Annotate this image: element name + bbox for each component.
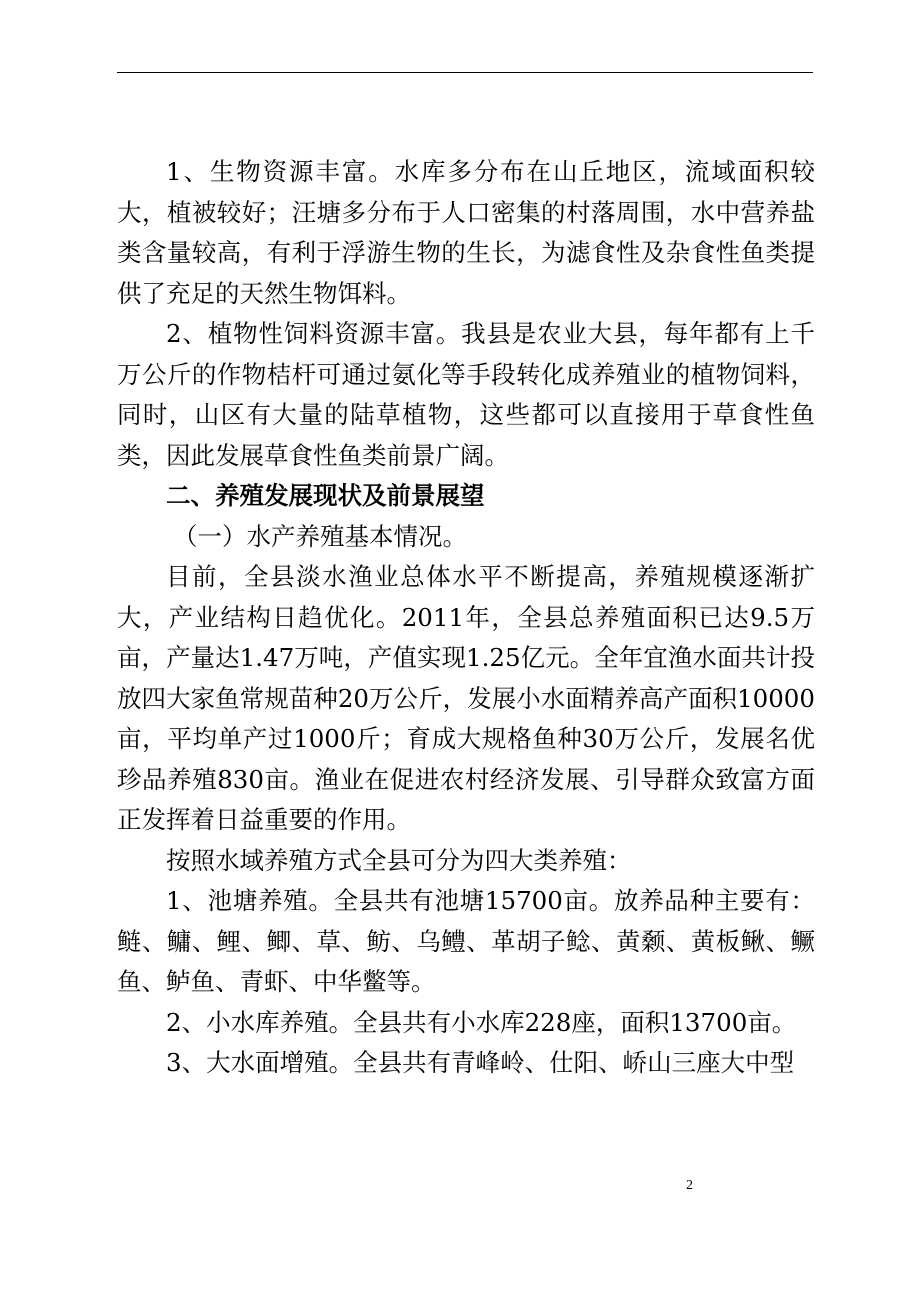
header-rule xyxy=(117,72,813,73)
paragraph-plant-feed-resources: 2、植物性饲料资源丰富。我县是农业大县，每年都有上千万公斤的作物桔杆可通过氨化等手段转化成养殖业的植物饲料，同时，山区有大量的陆草植物，这些都可以直接用于草食性鱼类，因此发展草食性鱼类前景广阔。 xyxy=(117,319,815,470)
paragraph-classification-intro: 按照水域养殖方式全县可分为四大类养殖： xyxy=(166,845,632,875)
paragraph-large-water-body: 3、大水面增殖。全县共有青峰岭、仕阳、峤山三座大中型 xyxy=(166,1048,795,1077)
paragraph-small-reservoir: 2、小水库养殖。全县共有小水库228座，面积13700亩。 xyxy=(166,1007,797,1037)
subsection-heading: （一）水产养殖基本情况。 xyxy=(173,521,467,551)
paragraph-biological-resources: 1、生物资源丰富。水库多分布在山丘地区，流域面积较大，植被较好；汪塘多分布于人口密集的村落周围，水中营养盐类含量较高，有利于浮游生物的生长，为滤食性及杂食性鱼类提供了充足的天然生物饵料。 xyxy=(117,157,815,308)
paragraph-pond-farming: 1、池塘养殖。全县共有池塘15700亩。放养品种主要有：鲢、鳙、鲤、鲫、草、鲂、乌鳢、革胡子鲶、黄颡、黄板鳅、鳜鱼、鲈鱼、青虾、中华鳖等。 xyxy=(117,886,815,996)
page-number: 2 xyxy=(686,1178,693,1193)
paragraph-current-status: 目前，全县淡水渔业总体水平不断提高，养殖规模逐渐扩大，产业结构日趋优化。2011年，全县总养殖面积已达9.5万亩，产量达1.47万吨，产值实现1.25亿元。全年宜渔水面共计投放四大家鱼常规苗种20万公斤，发展小水面精养高产面积10000亩，平均单产过1000斤；育成大规格鱼种30万公斤，发展名优珍品养殖830亩。渔业在促进农村经济发展、引导群众致富方面正发挥着日益重要的作用。 xyxy=(117,562,815,834)
section-heading: 二、养殖发展现状及前景展望 xyxy=(166,481,485,510)
document-body xyxy=(117,152,815,1084)
